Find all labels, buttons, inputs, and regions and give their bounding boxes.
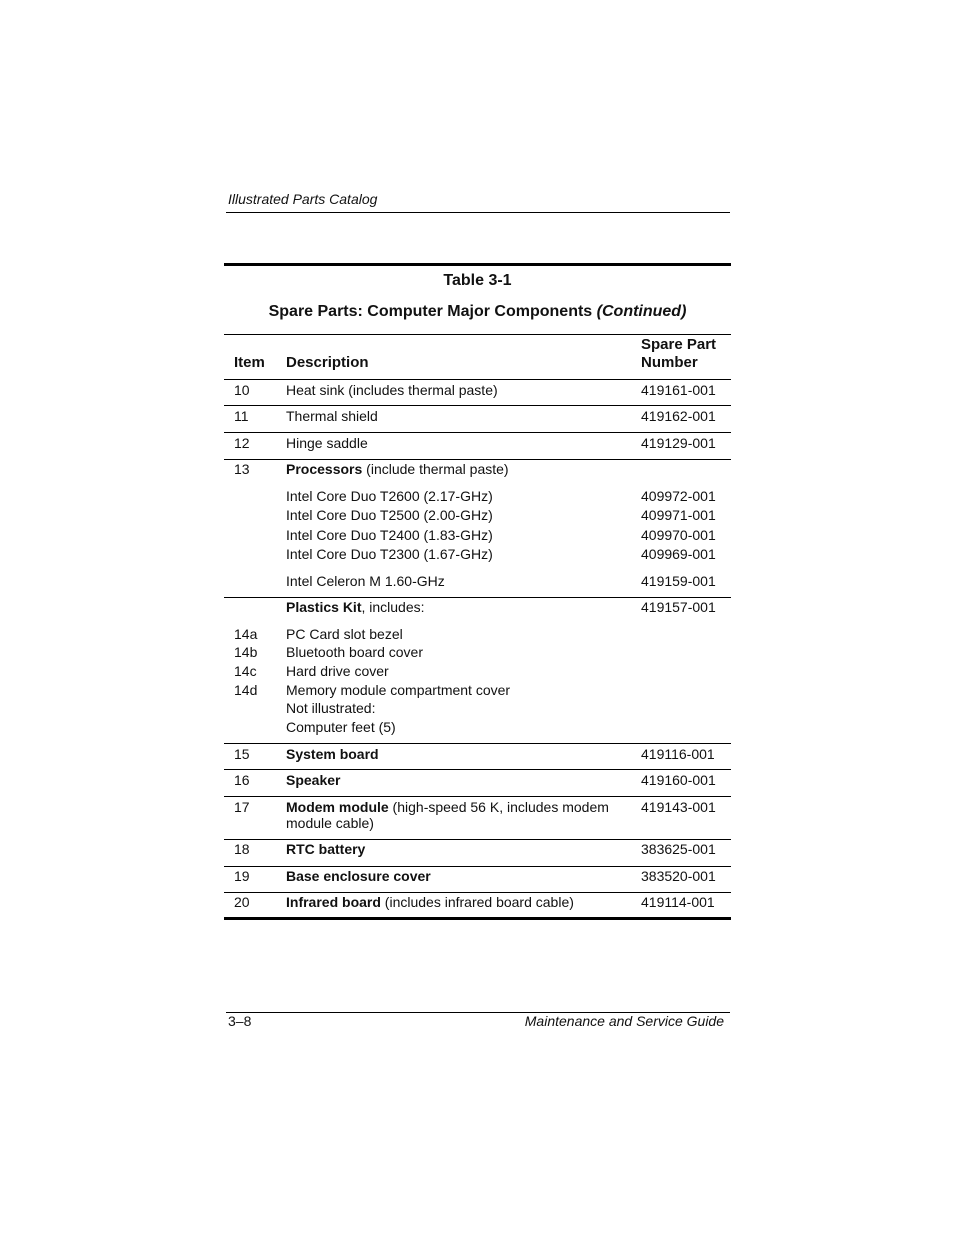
processor-option-spare-part: 409969-001 (641, 546, 716, 562)
row-19-description (286, 867, 431, 886)
processor-option-spare-part: 409970-001 (641, 527, 716, 543)
row-17-description-rest: (high-speed 56 K, includes modem (388, 799, 609, 815)
column-header-bottom-rule (224, 379, 731, 380)
row-17-description-line2: module cable) (286, 815, 374, 831)
processor-option-spare-part: 409971-001 (641, 507, 716, 523)
column-header-top-rule (224, 334, 731, 335)
row-17-item: 17 (234, 799, 250, 815)
row-18-description-bold: RTC battery (286, 841, 366, 857)
row-15-item: 15 (234, 746, 250, 762)
row-14-description-bold: Plastics Kit (286, 599, 362, 615)
table-number: Table 3-1 (443, 272, 512, 289)
row-19-item: 19 (234, 868, 250, 884)
row-11-description: Thermal shield (286, 408, 378, 424)
row-20-item: 20 (234, 894, 250, 910)
processor-option-spare-part: 419159-001 (641, 573, 716, 589)
row-15-description (286, 745, 379, 764)
processor-option-description: Intel Core Duo T2500 (2.00-GHz) (286, 507, 493, 523)
row-20-description (286, 893, 574, 912)
row-19-spare-part: 383520-001 (641, 868, 716, 884)
row-14-spare-part: 419157-001 (641, 599, 716, 615)
header-rule (226, 212, 730, 213)
row-12-item: 12 (234, 435, 250, 451)
row-16-description-bold: Speaker (286, 772, 341, 788)
kit-sub-description: Memory module compartment cover (286, 682, 511, 698)
kit-sub-item: 14d (234, 682, 258, 698)
row-20-description-rest: (includes infrared board cable) (380, 894, 574, 910)
row-15-spare-part: 419116-001 (641, 746, 715, 762)
row-12-description: Hinge saddle (286, 435, 368, 451)
row-11-spare-part: 419162-001 (641, 408, 716, 424)
kit-sub-description: Hard drive cover (286, 663, 389, 679)
row-rule (224, 769, 731, 770)
row-10-description: Heat sink (includes thermal paste) (286, 382, 498, 398)
row-16-spare-part: 419160-001 (641, 772, 716, 788)
row-15-description-bold: System board (286, 746, 379, 762)
row-12-spare-part: 419129-001 (641, 435, 716, 451)
book-title: Maintenance and Service Guide (524, 1013, 724, 1029)
processor-option-description: Intel Core Duo T2600 (2.17-GHz) (286, 488, 493, 504)
row-11-item: 11 (234, 408, 249, 424)
row-20-spare-part: 419114-001 (641, 894, 715, 910)
processor-option-description: Intel Core Duo T2400 (1.83-GHz) (286, 527, 493, 543)
row-18-spare-part: 383625-001 (641, 841, 716, 857)
kit-sub-description: PC Card slot bezel (286, 626, 403, 642)
page-number: 3–8 (228, 1013, 252, 1029)
column-header-item: Item (234, 354, 265, 371)
row-17-description-bold: Modem module (286, 799, 389, 815)
table-title-text: Spare Parts: Computer Major Components (268, 303, 593, 320)
kit-sub-item: 14b (234, 644, 258, 660)
row-16-item: 16 (234, 772, 250, 788)
kit-sub-description: Computer feet (5) (286, 719, 396, 735)
row-13-description-bold: Processors (286, 461, 363, 477)
table-bottom-rule (224, 917, 731, 920)
row-rule (224, 743, 731, 744)
table-top-rule (224, 263, 731, 266)
row-10-spare-part: 419161-001 (641, 382, 716, 398)
processor-option-description: Intel Core Duo T2300 (1.67-GHz) (286, 546, 493, 562)
kit-sub-description: Bluetooth board cover (286, 644, 423, 660)
processor-option-description: Intel Celeron M 1.60-GHz (286, 573, 445, 589)
row-20-description-bold: Infrared board (286, 894, 381, 910)
row-17-spare-part: 419143-001 (641, 799, 716, 815)
kit-sub-item: 14c (234, 663, 257, 679)
row-rule (224, 796, 731, 797)
row-13-description (286, 460, 509, 479)
row-14-description (286, 598, 425, 617)
kit-sub-description: Not illustrated: (286, 700, 376, 716)
table-title-suffix: (Continued) (596, 303, 687, 320)
column-header-spare-part-line2: Number (641, 354, 698, 371)
table-title (224, 303, 731, 321)
running-header: Illustrated Parts Catalog (228, 191, 378, 207)
row-14-description-rest: , includes: (361, 599, 425, 615)
kit-sub-item: 14a (234, 626, 258, 642)
row-18-item: 18 (234, 841, 250, 857)
column-header-spare-part-line1: Spare Part (641, 336, 717, 353)
row-10-item: 10 (234, 382, 250, 398)
row-13-item: 13 (234, 461, 250, 477)
row-19-description-bold: Base enclosure cover (286, 868, 431, 884)
row-13-description-rest: (include thermal paste) (362, 461, 509, 477)
row-rule (224, 432, 731, 433)
row-16-description (286, 771, 340, 790)
processor-option-spare-part: 409972-001 (641, 488, 716, 504)
row-18-description (286, 840, 365, 859)
column-header-description: Description (286, 354, 369, 371)
row-rule (224, 405, 731, 406)
